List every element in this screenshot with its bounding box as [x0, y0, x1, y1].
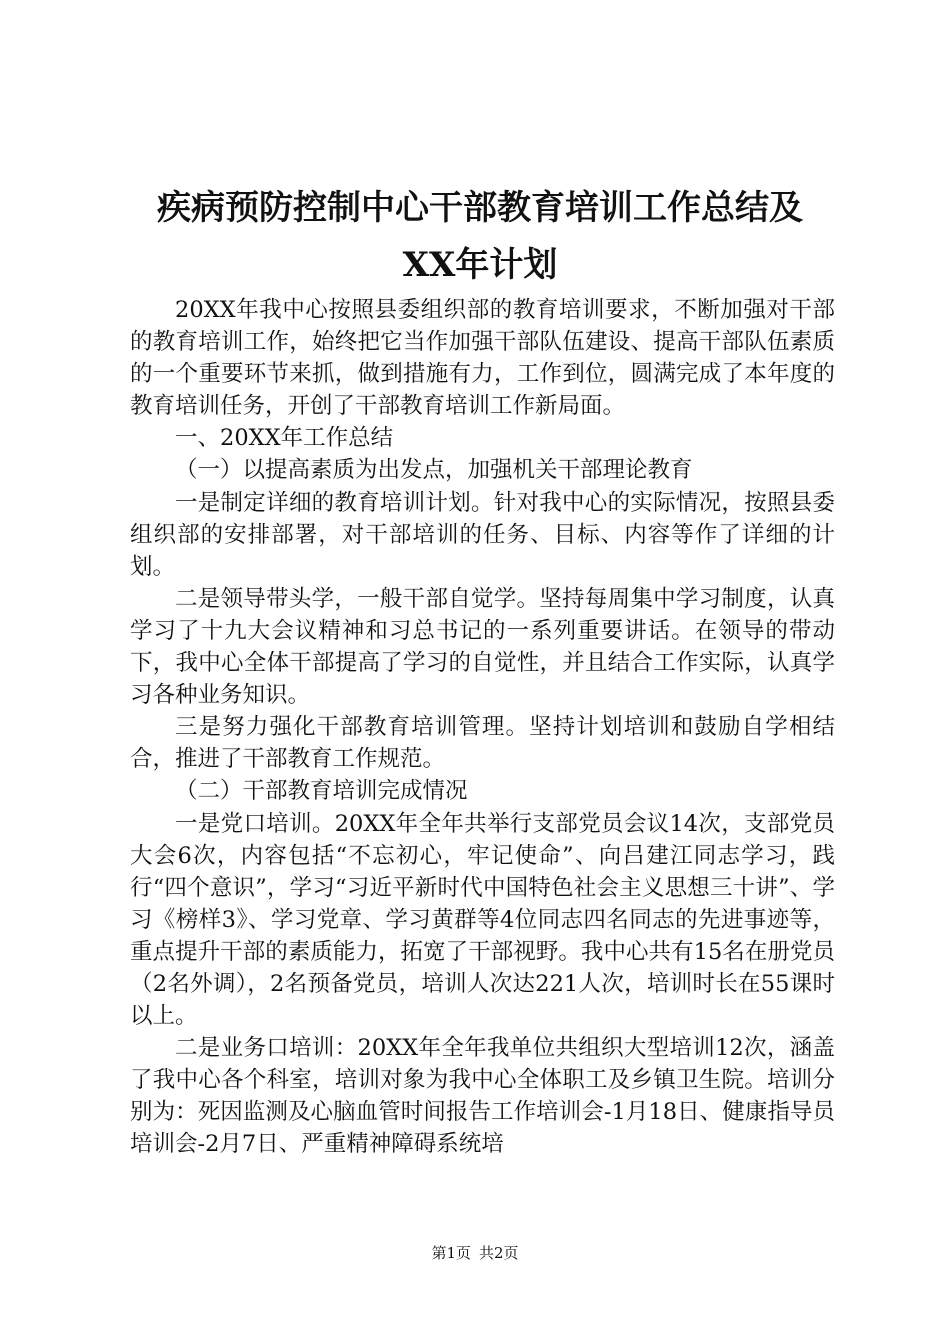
document-body	[130, 294, 835, 1161]
subsection-heading: （一）以提高素质为出发点，加强机关干部理论教育	[175, 457, 693, 484]
section-heading: 一、20XX年工作总结	[175, 425, 394, 452]
body-paragraph: 一是制定详细的教育培训计划。针对我中心的实际情况，按照县委组织部的安排部署，对干部培训的任务、目标、内容等作了详细的计划。	[130, 489, 835, 580]
page-number: 第1页	[431, 1244, 471, 1262]
page-total: 共2页	[479, 1244, 519, 1262]
body-paragraph: 一是党口培训。20XX年全年共举行支部党员会议14次，支部党员大会6次，内容包括“不忘初心，牢记使命”、向吕建江同志学习，践行“四个意识”，学习“习近平新时代中国特色社会主义思想三十讲”、学习《榜样3》、学习党章、学习黄群等4位同志四名同志的先进事迹等，重点提升干部的素质能力，拓宽了干部视野。我中心共有15名在册党员（2名外调），2名预备党员，培训人次达221人次，培训时长在55课时以上。	[130, 810, 835, 1030]
body-paragraph: 二是领导带头学，一般干部自觉学。坚持每周集中学习制度，认真学习了十九大会议精神和习总书记的一系列重要讲话。在领导的带动下，我中心全体干部提高了学习的自觉性，并且结合工作实际，认真学习各种业务知识。	[130, 585, 835, 709]
body-paragraph: 三是努力强化干部教育培训管理。坚持计划培训和鼓励自学相结合，推进了干部教育工作规范。	[130, 714, 835, 773]
document-title-line1: 疾病预防控制中心干部教育培训工作总结及	[157, 188, 803, 228]
body-paragraph: 二是业务口培训：20XX年全年我单位共组织大型培训12次，涵盖了我中心各个科室，培训对象为我中心全体职工及乡镇卫生院。培训分别为：死因监测及心脑血管时间报告工作培训会-1月18日、健康指导员培训会-2月7日、严重精神障碍系统培	[130, 1035, 835, 1158]
document-title-line2: XX年计划	[402, 245, 558, 285]
subsection-heading: （二）干部教育培训完成情况	[175, 778, 468, 805]
page-footer	[0, 1243, 950, 1263]
intro-paragraph: 20XX年我中心按照县委组织部的教育培训要求，不断加强对干部的教育培训工作，始终把它当作加强干部队伍建设、提高干部队伍素质的一个重要环节来抓，做到措施有力，工作到位，圆满完成了本年度的教育培训任务，开创了干部教育培训工作新局面。	[130, 297, 835, 420]
